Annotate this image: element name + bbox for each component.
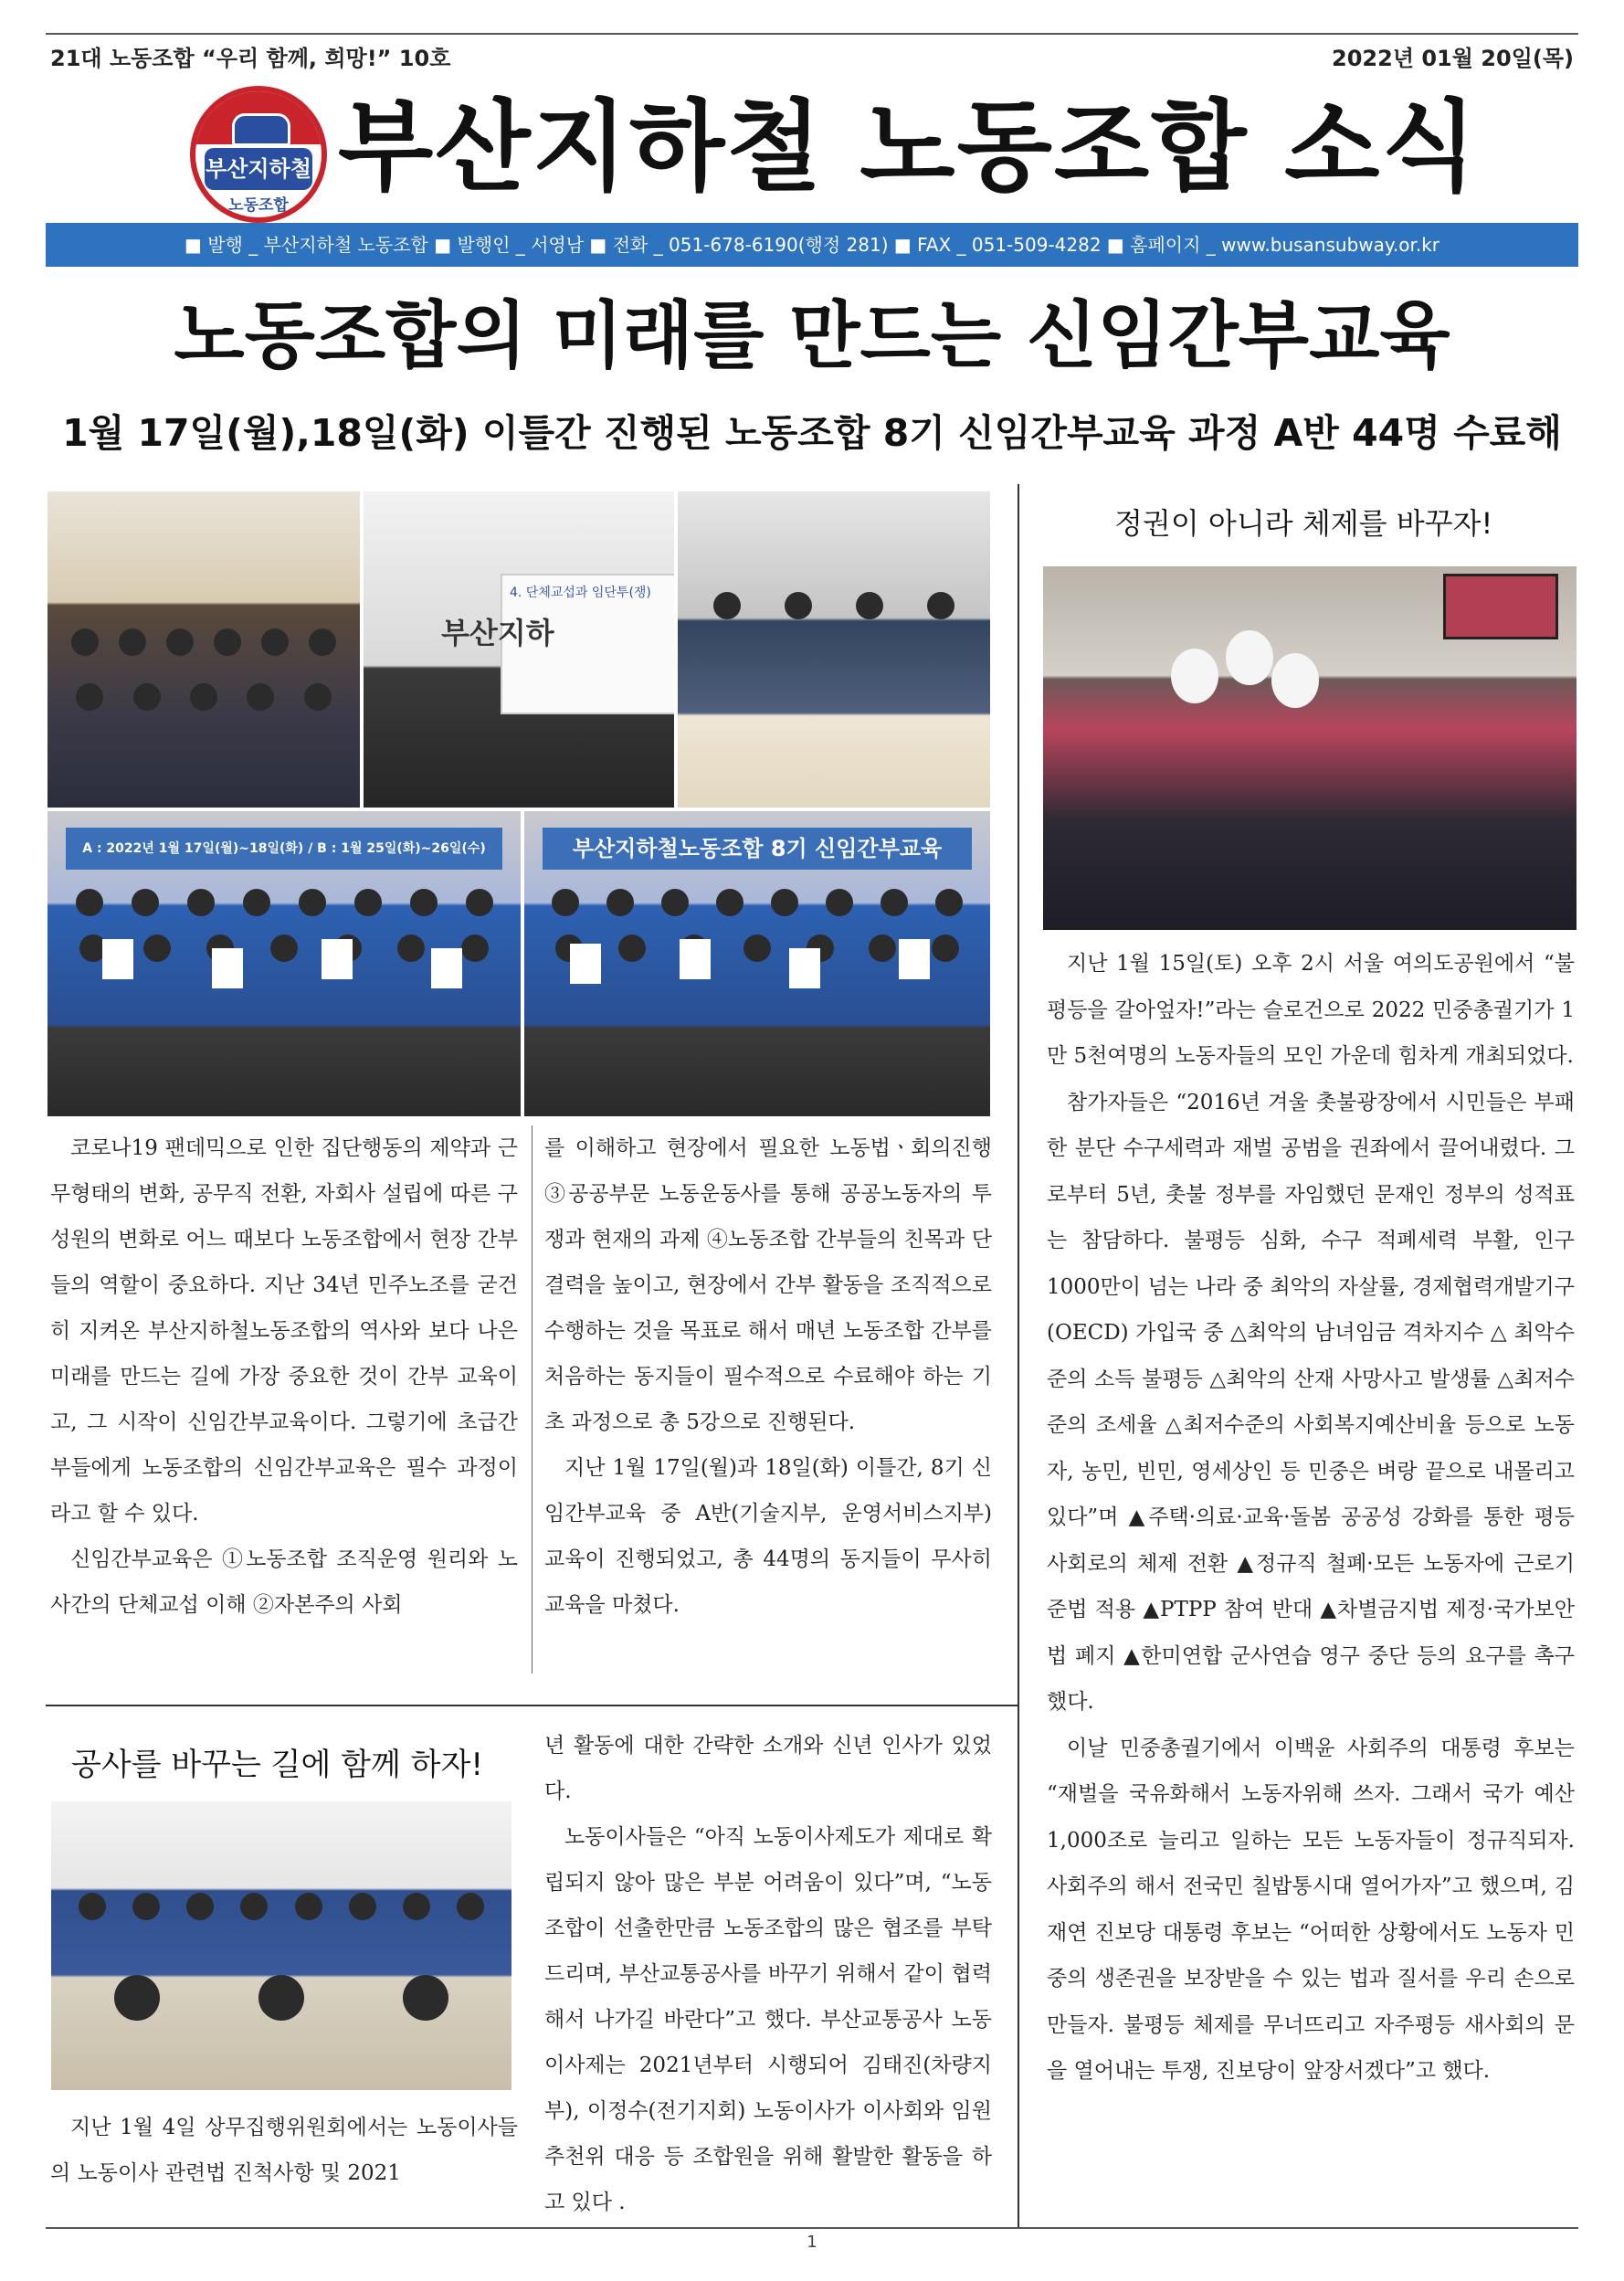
publisher-info-bar: ■ 발행 _ 부산지하철 노동조합 ■ 발행인 _ 서영남 ■ 전화 _ 051-678-6190(행정 281) ■ FAX _ 051-509-4282 ■ 홈페이지 _ www.busansubway.or.kr [46, 223, 1578, 267]
photo-graduates-left [47, 811, 521, 1116]
paragraph: 지난 1월 15일(토) 오후 2시 서울 여의도공원에서 “불평등을 갈아엎자!”라는 슬로건으로 2022 민중총궐기가 1만 5천여명의 노동자들의 모인 가운데 힘차게 개최되었다. [1047, 952, 1575, 1068]
union-logo [190, 86, 327, 223]
slide-logo: 부산지하 [441, 616, 554, 650]
paragraph: 코로나19 팬데믹으로 인한 집단행동의 제약과 근무형태의 변화, 공무직 전환, 자회사 설립에 따른 구성원의 변화로 어느 때보다 노동조합에서 현장 간부들의 역할이 중요하다. 지난 34년 민주노조를 굳건히 지켜온 부산지하철노동조합의 역사와 보다 나은 미래를 만드는 길에 가장 중요한 것이 간부 교육이고, 그 시작이 신임간부교육이다. 그렇기에 초급간부들에게 노동조합의 신임간부교육은 필수 과정이라고 할 수 있다. [50, 1136, 518, 1526]
issue-date: 2022년 01월 20일(목) [1332, 46, 1574, 71]
paragraph: 를 이해하고 현장에서 필요한 노동법ㆍ회의진행 ③공공부문 노동운동사를 통해 공공노동자의 투쟁과 현재의 과제 ④노동조합 간부들의 친목과 단결력을 높이고, 현장에서 간부 활동을 조직적으로 수행하는 것을 목표로 해서 매년 노동조합 간부를 처음하는 동지들이 필수적으로 수료해야 하는 기초 과정으로 총 5강으로 진행된다. [544, 1136, 992, 1434]
bottom-article-col1 [50, 2105, 518, 2196]
photo-executive-meeting [51, 1801, 511, 2090]
photo-group-discussion [678, 491, 990, 808]
photo-graduates-right [524, 811, 990, 1116]
logo-subtext: 노동조합 [228, 196, 289, 215]
logo-badge: 부산지하철 [205, 148, 312, 190]
column-divider-vertical [1018, 484, 1019, 2227]
page-number: 1 [807, 2233, 817, 2252]
photo-rally [1043, 566, 1577, 930]
train-icon [232, 113, 290, 146]
column-divider [532, 1125, 533, 1674]
paragraph: 지난 1월 17일(월)과 18일(화) 이틀간, 8기 신임간부교육 중 A반(기술지부, 운영서비스지부) 교육이 진행되었고, 총 44명의 동지들이 무사히 교육을 마쳤다. [544, 1456, 992, 1617]
led-screen [1443, 574, 1558, 639]
main-article-col1 [50, 1125, 518, 1628]
paragraph: 년 활동에 대한 간략한 소개와 신년 인사가 있었다. [544, 1734, 992, 1803]
main-headline: 노동조합의 미래를 만드는 신임간부교육 [174, 293, 1450, 378]
bottom-rule [46, 2227, 1578, 2229]
masthead-title: 부산지하철 노동조합 소식 [338, 90, 1479, 205]
paragraph: 지난 1월 4일 상무집행위원회에서는 노동이사들의 노동이사 관련법 진척사항 및 2021 [50, 2116, 518, 2185]
side-article-title: 정권이 아니라 체제를 바꾸자! [1114, 506, 1493, 541]
side-article-body [1047, 941, 1575, 2095]
paragraph: 노동이사들은 “아직 노동이사제도가 제대로 확립되지 않아 많은 부분 어려움이 있다”며, “노동조합이 선출한만큼 노동조합의 많은 협조를 부탁드리며, 부산교통공사를 바꾸기 위해서 같이 협력해서 나가길 바란다”고 했다. 부산교통공사 노동이사제는 2021년부터 시행되어 김태진(차량지부), 이정수(전기지회) 노동이사가 이사회와 임원추천위 대응 등 조합원을 위해 활발한 활동을 하고 있다 . [544, 1825, 992, 2214]
photo-lecture-slide [364, 491, 674, 808]
bottom-article-title: 공사를 바꾸는 길에 함께 하자! [71, 1747, 483, 1783]
photo-lecture-hall [47, 491, 360, 808]
paragraph: 이날 민중총궐기에서 이백윤 사회주의 대통령 후보는 “재벌을 국유화해서 노동자위해 쓰자. 그래서 국가 예산 1,000조로 늘리고 일하는 모든 노동자들이 정규직되자. 사회주의 해서 전국민 칠밥통시대 열어가자”고 했으며, 김재연 진보당 대통령 후보는 “어떠한 상황에서도 노동자 민중의 생존권을 보장받을 수 있는 법과 질서를 우리 손으로 만들자. 불평등 체제를 무너뜨리고 자주평등 새사회의 문을 열어내는 투쟁, 진보당이 앞장서겠다”고 했다. [1047, 1736, 1575, 2083]
section-divider [46, 1705, 1018, 1706]
bottom-article-col2 [544, 1723, 992, 2225]
paragraph: 신임간부교육은 ①노동조합 조직운영 원리와 노사간의 단체교섭 이해 ②자본주의 사회 [50, 1547, 518, 1617]
banner-right: 부산지하철노동조합 8기 신임간부교육 [543, 828, 972, 870]
slide-title: 4. 단체교섭과 임단투(쟁) [510, 586, 651, 600]
sub-headline: 1월 17일(월),18일(화) 이틀간 진행된 노동조합 8기 신임간부교육 과정 A반 44명 수료해 [62, 411, 1562, 455]
banner-left: A : 2022년 1월 17일(월)~18일(화) / B : 1월 25일(화)~26일(수) [66, 828, 502, 870]
paragraph: 참가자들은 “2016년 겨울 촛불광장에서 시민들은 부패한 분단 수구세력과 재벌 공범을 권좌에서 끌어내렸다. 그로부터 5년, 촛불 정부를 자임했던 문재인 정부의 성적표는 참담하다. 불평등 심화, 수구 적폐세력 부활, 인구 1000만이 넘는 나라 중 최악의 자살률, 경제협력개발기구(OECD) 가입국 중 △최악의 남녀임금 격차지수 △ 최악수준의 소득 불평등 △최악의 산재 사망사고 발생률 △최저수준의 조세율 △최저수준의 사회복지예산비율 등으로 노동자, 농민, 빈민, 영세상인 등 민중은 벼랑 끝으로 내몰리고 있다”며 ▲주택·의료·교육·돌봄 공공성 강화를 통한 평등 사회로의 체제 전환 ▲정규직 철폐·모든 노동자에 근로기준법 적용 ▲PTPP 참여 반대 ▲차별금지법 제정·국가보안법 폐지 ▲한미연합 군사연습 영구 중단 등의 요구를 촉구했다. [1047, 1090, 1575, 1714]
top-rule [46, 33, 1578, 35]
issue-label: 21대 노동조합 “우리 함께, 희망!” 10호 [50, 46, 451, 71]
main-article-col2 [544, 1125, 992, 1628]
